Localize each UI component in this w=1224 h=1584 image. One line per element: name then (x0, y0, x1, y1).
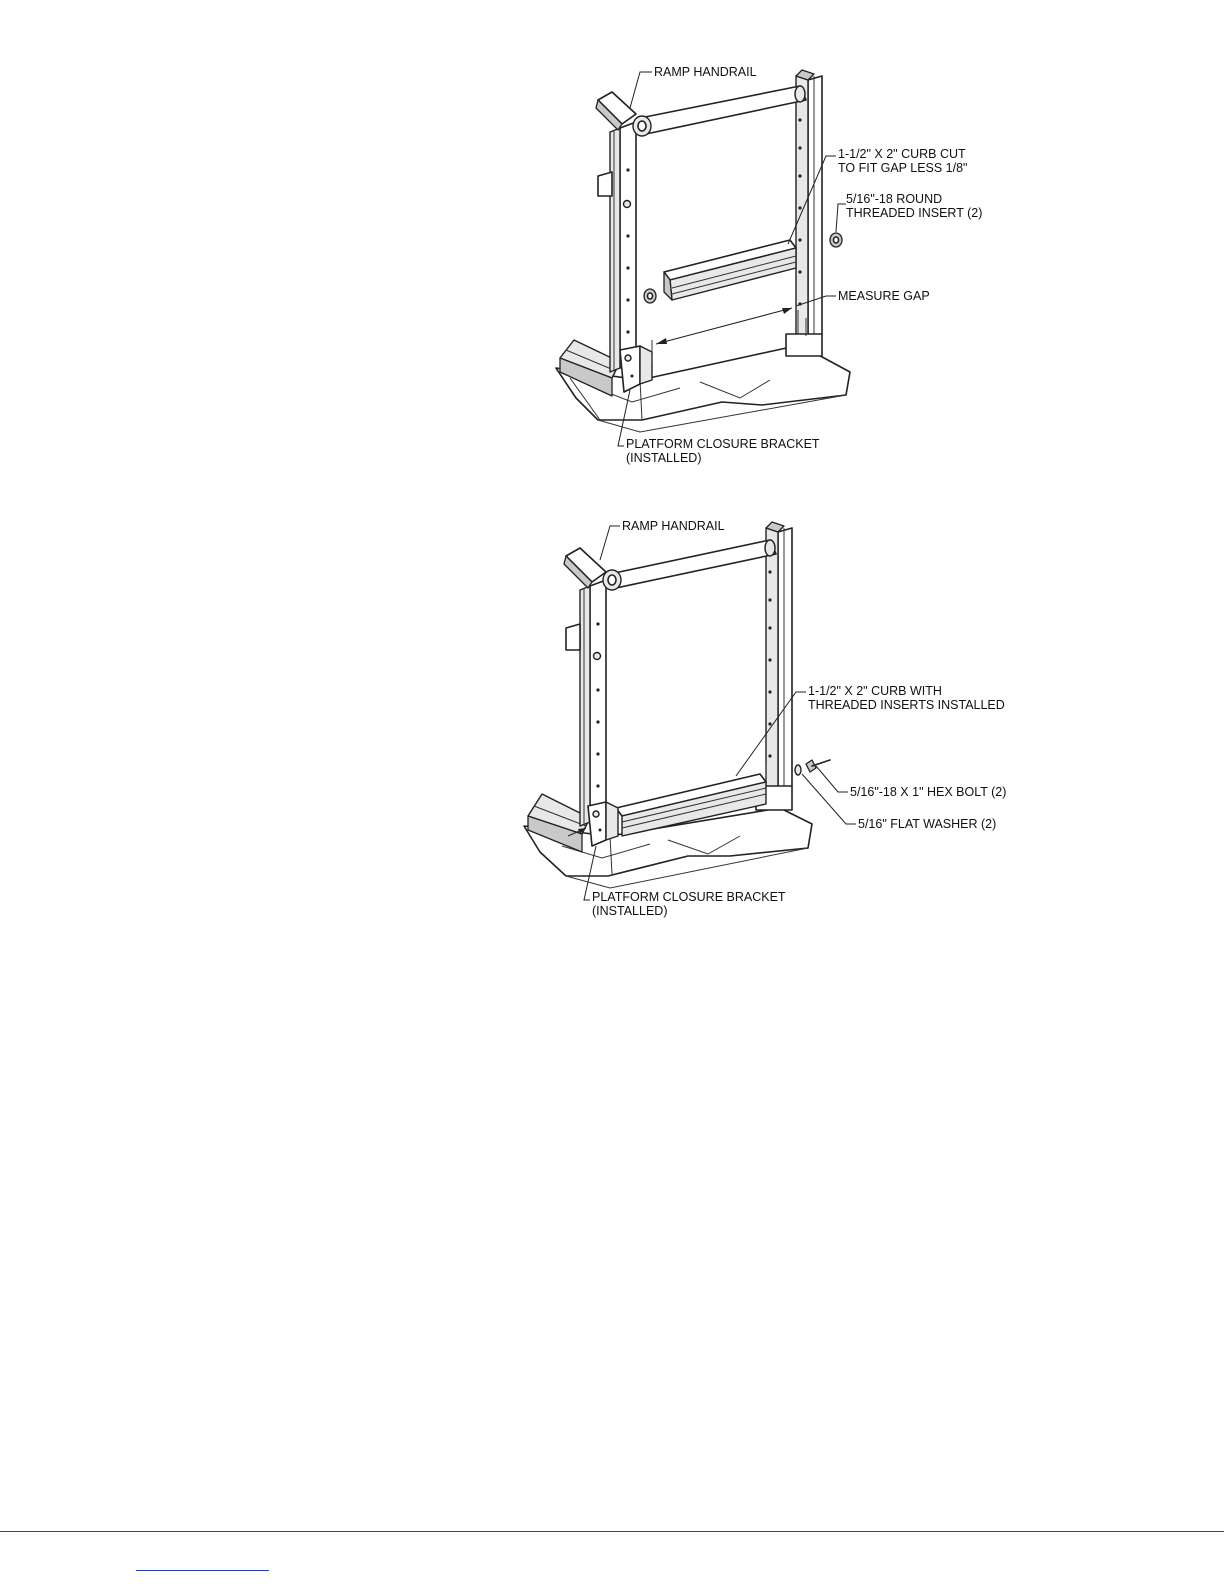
fig1-label-ramp-handrail: RAMP HANDRAIL (654, 65, 757, 79)
figure-1-curb-measure (556, 65, 982, 465)
fig1-label-bracket-line2: (INSTALLED) (626, 451, 702, 465)
fig1-label-insert-line1: 5/16"-18 ROUND (846, 192, 943, 206)
fig1-curb-piece (664, 240, 796, 300)
fig2-label-curb-line2: THREADED INSERTS INSTALLED (808, 698, 1005, 712)
fig1-left-post (598, 122, 636, 372)
fig1-right-post (786, 70, 822, 356)
fig2-label-bracket-line1: PLATFORM CLOSURE BRACKET (592, 890, 786, 904)
fig1-label-curb-line2: TO FIT GAP LESS 1/8" (838, 161, 968, 175)
fig2-hex-bolt (806, 760, 830, 772)
fig2-label-flat-washer: 5/16" FLAT WASHER (2) (858, 817, 997, 831)
footer-link-underline[interactable] (136, 1570, 269, 1571)
fig2-label-ramp-handrail: RAMP HANDRAIL (622, 519, 725, 533)
fig2-label-hex-bolt: 5/16"-18 X 1" HEX BOLT (2) (850, 785, 1007, 799)
figure-2-curb-installed (524, 519, 1006, 918)
fig2-top-handrail (603, 540, 776, 590)
footer-rule (0, 1531, 1224, 1532)
fig2-left-post (566, 580, 606, 826)
fig1-label-measure-gap: MEASURE GAP (838, 289, 930, 303)
fig2-flat-washer (795, 765, 801, 775)
fig2-right-post (756, 522, 792, 810)
fig1-label-curb-line1: 1-1/2" X 2" CURB CUT (838, 147, 966, 161)
fig1-label-insert-line2: THREADED INSERT (2) (846, 206, 983, 220)
fig1-label-bracket-line1: PLATFORM CLOSURE BRACKET (626, 437, 820, 451)
fig1-top-handrail (633, 86, 806, 136)
fig2-label-curb-line1: 1-1/2" X 2" CURB WITH (808, 684, 942, 698)
fig2-label-bracket-line2: (INSTALLED) (592, 904, 668, 918)
